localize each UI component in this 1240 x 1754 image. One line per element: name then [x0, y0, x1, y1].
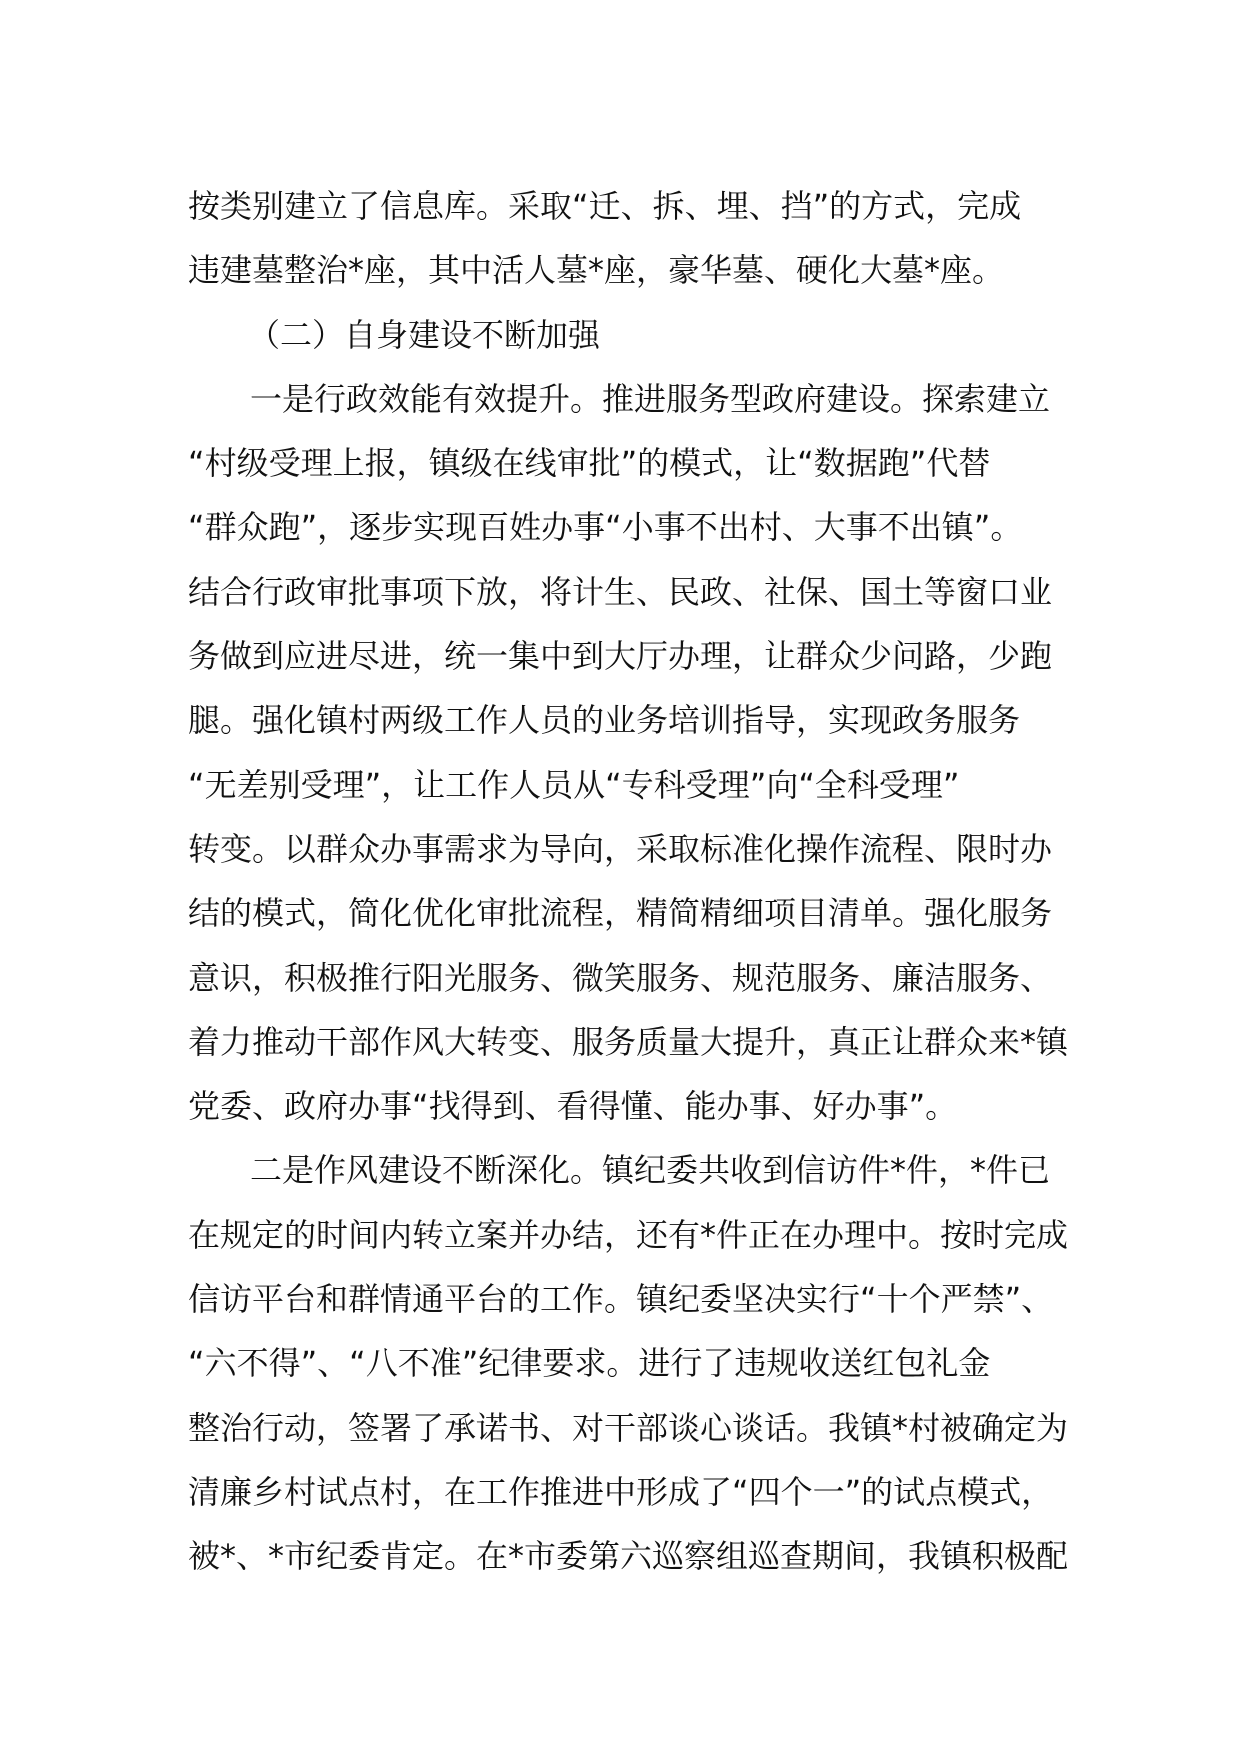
section-heading: （二）自身建设不断加强: [248, 315, 601, 354]
body-text-line: 清廉乡村试点村，在工作推进中形成了“四个一”的试点模式，: [188, 1472, 1054, 1511]
body-text-line: “无差别受理”，让工作人员从“专科受理”向“全科受理”: [188, 765, 960, 804]
body-text-line: 着力推动干部作风大转变、服务质量大提升，真正让群众来*镇: [188, 1022, 1069, 1061]
body-text-line: 务做到应进尽进，统一集中到大厅办理，让群众少问路，少跑: [188, 637, 1053, 676]
body-text-line: 结的模式，简化优化审批流程，精简精细项目清单。强化服务: [188, 894, 1053, 933]
body-text-line: 意识，积极推行阳光服务、微笑服务、规范服务、廉洁服务、: [188, 958, 1053, 997]
body-text-line: “村级受理上报，镇级在线审批”的模式，让“数据跑”代替: [188, 444, 991, 483]
body-text-line: 被*、*市纪委肯定。在*市委第六巡察组巡查期间，我镇积极配: [188, 1537, 1069, 1576]
body-text-line: 整治行动，签署了承诺书、对干部谈心谈话。我镇*村被确定为: [188, 1408, 1069, 1447]
paragraph-first-line: 二是作风建设不断深化。镇纪委共收到信访件*件，*件已: [250, 1151, 1051, 1190]
body-text-line: 转变。以群众办事需求为导向，采取标准化操作流程、限时办: [188, 829, 1053, 868]
document-body: [188, 174, 1069, 1589]
body-text-line: 信访平台和群情通平台的工作。镇纪委坚决实行“十个严禁”、: [188, 1280, 1054, 1319]
body-text-line: “六不得”、“八不准”纪律要求。进行了违规收送红包礼金: [188, 1344, 991, 1383]
body-text-line: 违建墓整治*座，其中活人墓*座，豪华墓、硬化大墓*座。: [188, 251, 1005, 290]
body-text-line: 党委、政府办事“找得到、看得懂、能办事、好办事”。: [188, 1087, 958, 1126]
body-text-line: “群众跑”，逐步实现百姓办事“小事不出村、大事不出镇”。: [188, 508, 1023, 547]
body-text-line: 在规定的时间内转立案并办结，还有*件正在办理中。按时完成: [188, 1215, 1069, 1254]
body-text-line: 结合行政审批事项下放，将计生、民政、社保、国土等窗口业: [188, 572, 1053, 611]
paragraph-first-line: 一是行政效能有效提升。推进服务型政府建设。探索建立: [250, 379, 1051, 418]
body-text-line: 按类别建立了信息库。采取“迁、拆、埋、挡”的方式，完成: [188, 187, 1022, 225]
body-text-line: 腿。强化镇村两级工作人员的业务培训指导，实现政务服务: [188, 701, 1021, 740]
